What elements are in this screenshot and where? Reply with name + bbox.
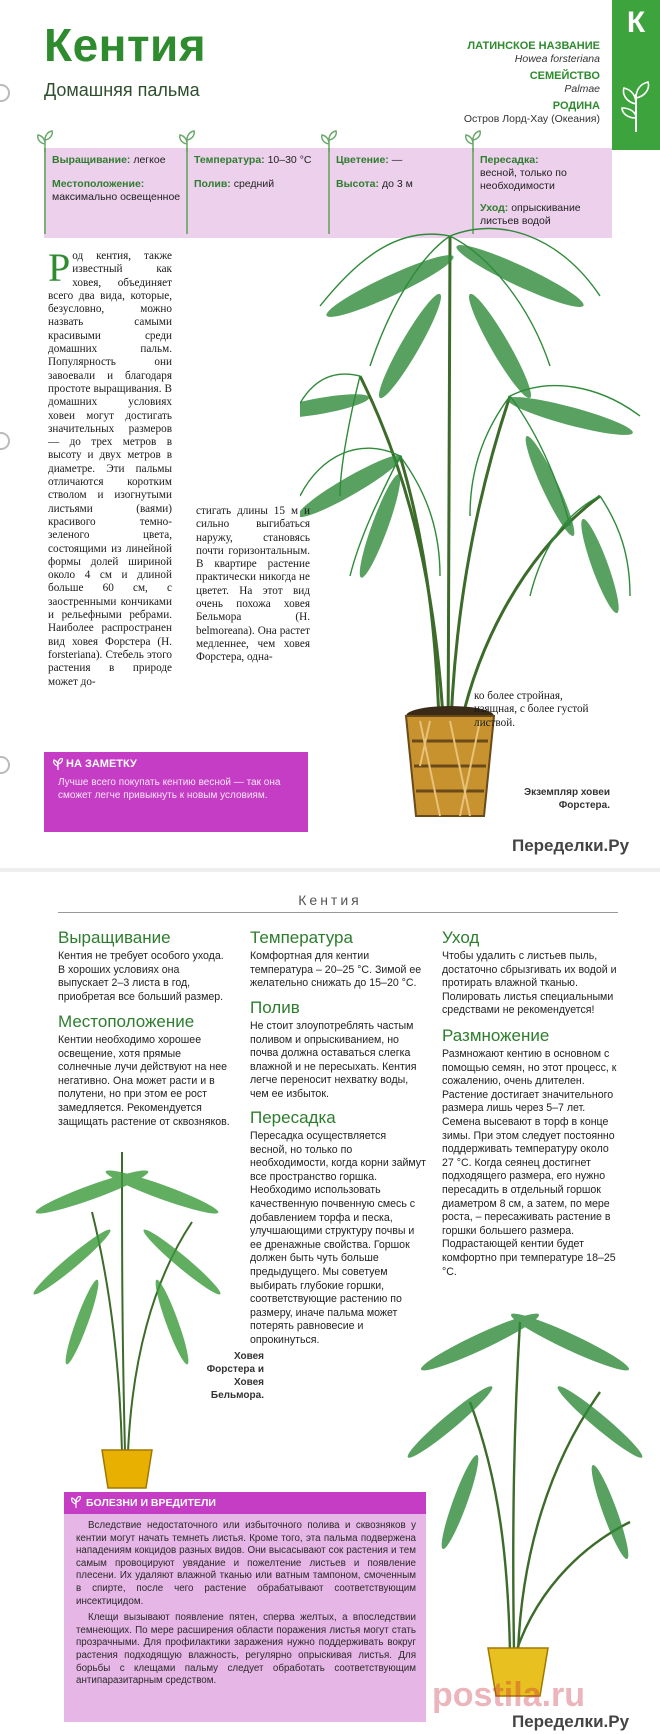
pests-text [76, 1520, 416, 1692]
origin-label: РОДИНА [552, 100, 600, 112]
origin-value: Остров Лорд-Хау (Океания) [463, 113, 600, 125]
leaf-icon [70, 1496, 82, 1508]
pests-paragraph-2: Клещи вызывают появление пятен, сперва желтых, а впоследствии темнеющих. По мере расширения области поражения листья могут стать прозрачными. Для профилактики заражения нужно поддерживать вокруг растения подходящую влажность, регулярно опрыскивая листья. Для борьбы с клещами пальму следует обработать соответствующим антипаразитарным средством. [76, 1612, 416, 1687]
section-title-growing: Выращивание [58, 928, 171, 947]
section-title-transplant: Пересадка [250, 1108, 336, 1127]
sprout-icon [463, 130, 483, 152]
section-text-growing: Кентия не требует особого ухода. В хороших условиях она выпускает 2–3 листа в год, приобретая все больший размер. [58, 950, 224, 1003]
info-transplant: Пересадка: весной, только по необходимости [480, 154, 567, 192]
section-title-propagation: Размножение [442, 1026, 550, 1045]
intro-text-col3: ко более стройная, изящная, с более густой листвой. [474, 690, 589, 729]
brand-logo: Переделки.Ру [512, 1712, 630, 1731]
section-title-temperature: Температура [250, 928, 353, 947]
botanical-info [390, 36, 600, 126]
section-text-propagation: Размножают кентию в основном с помощью семян, но этот процесс, к сожалению, очень длителен. Растение достигает значительного размера лишь через 5–7 лет. Семена высевают в торф в конце зимы. При этом следует постоянно поддерживать температуру около 27 °С. Когда сеянец достигнет подходящего размера, его нужно пересадить в отдельный горшок диаметром 8 см, а затем, по мере роста, – пересаживать растение в горшки большего размера. Подрастающей кентии будет комфортно при температуре 18–25 °С. [442, 1048, 617, 1278]
binder-hole [0, 756, 10, 774]
brand-logo: Переделки.Ру [512, 836, 630, 855]
info-watering: Полив: средний [194, 178, 275, 190]
yellow-pot [102, 1450, 152, 1488]
drop-cap: Р [48, 245, 71, 290]
pests-title: БОЛЕЗНИ И ВРЕДИТЕЛИ [64, 1492, 426, 1514]
latin-name-label: ЛАТИНСКОЕ НАЗВАНИЕ [467, 40, 600, 52]
section-title-watering: Полив [250, 998, 300, 1017]
pests-box [64, 1492, 426, 1722]
section-text-location: Кентии необходимо хорошее освещение, хотя прямые солнечные лучи действуют на нее негативно. Она может расти и в полутени, но при этом ее рост замедляется. Рекомендуется защищать растение от сквозняков. [58, 1034, 230, 1128]
tip-title: НА ЗАМЕТКУ [66, 758, 137, 770]
binder-hole [0, 432, 10, 450]
watermark: postila.ru [432, 1676, 586, 1714]
family-label: СЕМЕЙСТВО [529, 70, 600, 82]
section-text-transplant: Пересадка осуществляется весной, но только по необходимости, когда корни займут все пространство горшка. Необходимо использовать качественную почвенную смесь с добавлением торфа и песка, улучшающими структуру почвы и ее дренажные свойства. Горшок должен быть чуть больше предыдущего. Мы советуем выбирать глубокие горшки, соответствующие растению по размеру, иначе пальма может потерять равновесие и опрокинуться. [250, 1130, 426, 1346]
tip-box [44, 752, 308, 832]
info-height: Высота: до 3 м [336, 178, 413, 190]
kentia-palm-image [300, 196, 650, 836]
sprout-icon [35, 130, 55, 152]
info-growing: Выращивание: легкое [52, 154, 166, 166]
section-text-care: Чтобы удалить с листьев пыль, достаточно сбрызгивать их водой и протирать влажной тканью. Полировать листья специальными средствами не рекомендуется! [442, 950, 617, 1017]
sprout-icon [177, 130, 197, 152]
intro-text-col2: стигать длины 15 м и сильно выгибаться наружу, становясь почти горизонтальным. В квартире растение практически никогда не цветет. На этот вид очень похожа ховея Бельмора (H. belmoreana). Она растет медленнее, чем ховея Форстера, одна- [196, 505, 310, 664]
info-flowering: Цветение: — [336, 154, 403, 166]
sprout-icon [319, 130, 339, 152]
section-text-watering: Не стоит злоупотреблять частым поливом и опрыскиванием, но почва должна оставаться слегка влажной и не пересыхать. Кентия легче переносит нехватку воды, чем ее избыток. [250, 1020, 417, 1100]
binder-hole [0, 84, 10, 102]
family-value: Palmae [564, 83, 600, 95]
info-temperature: Температура: 10–30 °С [194, 154, 312, 166]
running-head: Кентия [298, 892, 362, 908]
page-title: Кентия [44, 19, 207, 71]
info-location: Местоположение: максимально освещенное [52, 178, 181, 203]
article-page-bottom [0, 872, 660, 1734]
photo-caption: Экземпляр ховеи Форстера. [523, 787, 610, 811]
section-text-temperature: Комфортная для кентии температура – 20–25 °С. Зимой ее желательно снижать до 15–20 °С. [250, 950, 422, 990]
page-subtitle: Домашняя пальма [44, 80, 200, 100]
pests-paragraph-1: Вследствие недостаточного или избыточного полива и сквозняков у кентии могут начать темнеть листья. Кроме того, эта пальма подвержена нападениям кокцидов разных видов. Они высасывают сок растения и тем самым провоцируют увядание и пожелтение листьев и появление плесени. Их удаляют влажной тканью или ватным тампоном, смоченным в спирте, после чего растение обрабатывают соответствующим инсектицидом. [76, 1520, 416, 1607]
tip-text: Лучше всего покупать кентию весной — так она сможет легче привыкнуть к новым условиям. [58, 777, 281, 801]
latin-name-value: Howea forsteriana [514, 53, 600, 65]
intro-text-col1: Род кентия, также известный как ховея, объединяет всего два вида, которые, безусловно, можно назвать самыми красивыми среди домашних пальм. Популярность они завоевали и благодаря простоте выращивания. В домашних условиях ховеи могут достигать значительных размеров — до трех метров в высоту и двух метров в диаметре. Эти пальмы отличаются коротким стволом и изогнутыми листьями (ваями) красивого темно-зеленого цвета, состоящими из линейной формы долей шириной около 4 см и длиной больше 60 см, с заостренными кончиками и рельефными ребрами. Наиболее распространен вид ховея Форстера (H. forsteriana). Стебель этого растения в природе может до- [48, 245, 172, 688]
index-letter: К [626, 6, 646, 39]
info-care: Уход: опрыскивание листьев водой [480, 202, 581, 227]
photo-caption: Ховея Форстера и Ховея Бельмора. [206, 1351, 264, 1401]
section-title-location: Местоположение [58, 1012, 195, 1031]
kentia-palm-image-2 [390, 1282, 650, 1702]
sprout-icon [618, 74, 654, 134]
index-tab [612, 0, 660, 150]
section-title-care: Уход [442, 928, 480, 947]
leaf-icon [52, 758, 64, 770]
small-palm-image [22, 1132, 232, 1492]
